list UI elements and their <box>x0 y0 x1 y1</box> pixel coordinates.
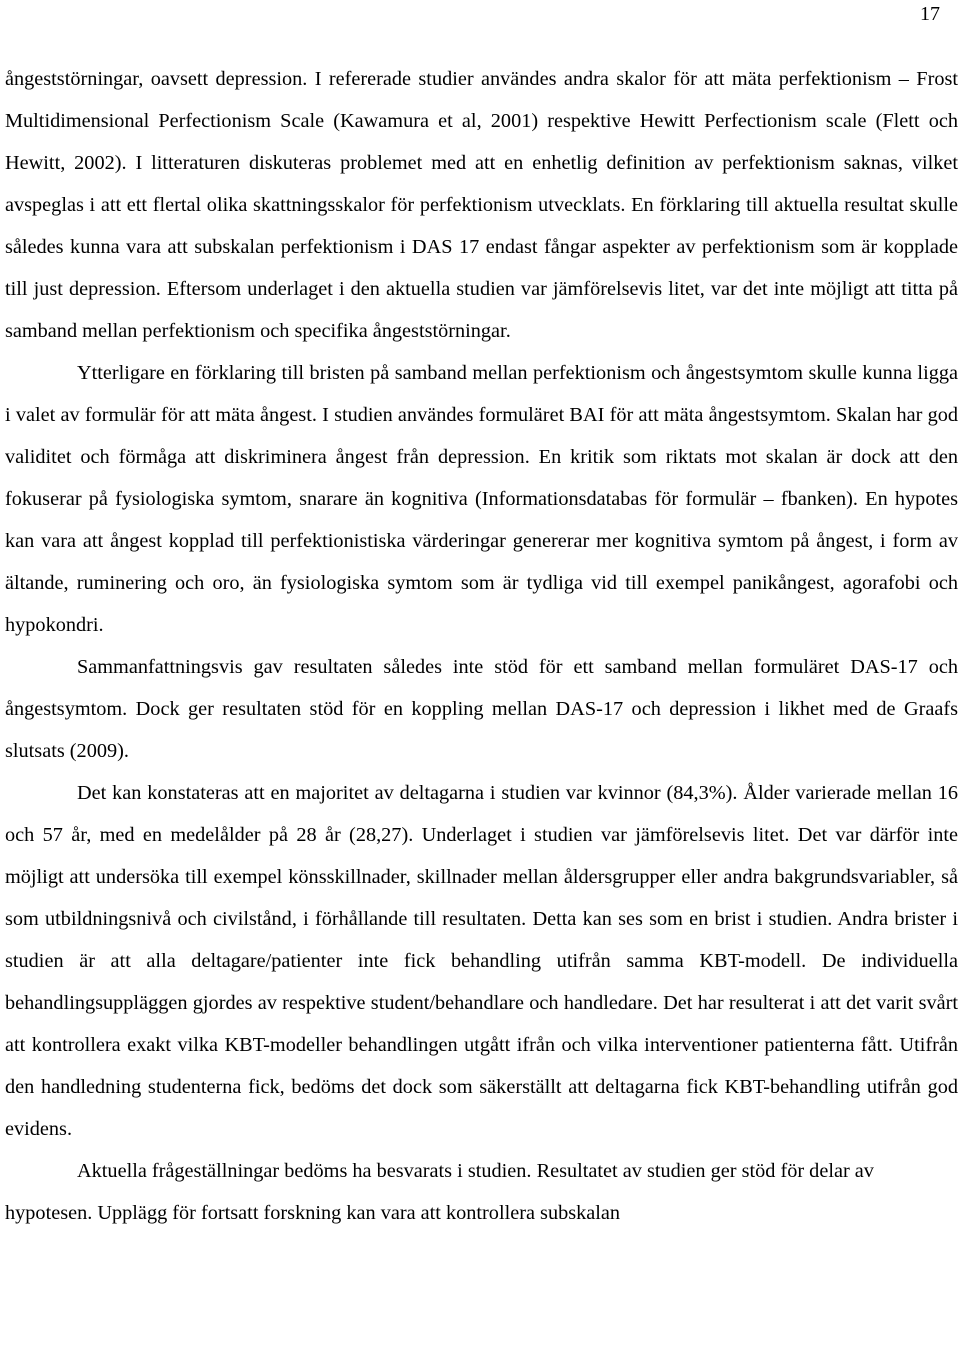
paragraph-anxiety-measurement: Ytterligare en förklaring till bristen på samband mellan perfektionism och ångestsymtom skulle kunna ligga i valet av formulär för att mäta ångest. I studien användes formuläret BAI för att mäta ångestsymtom. Skalan har god validitet och förmåga att diskriminera ångest från depression. En kritik som riktats mot skalan är dock att den fokuserar på fysiologiska symtom, snarare än kognitiva (Informationsdatabas för formulär – fbanken). En hypotes kan vara att ångest kopplad till perfektionistiska värderingar genererar mer kognitiva symtom på ångest, i form av ältande, ruminering och oro, än fysiologiska symtom som är tydliga vid till exempel panikångest, agorafobi och hypokondri. <box>5 362 958 636</box>
paragraph-summary: Sammanfattningsvis gav resultaten således inte stöd för ett samband mellan formuläret DAS-17 och ångestsymtom. Dock ger resultaten stöd för en koppling mellan DAS-17 och depression i likhet med de Graafs slutsats (2009). <box>5 656 958 762</box>
body-text <box>5 58 958 1234</box>
paragraph-conclusion: Aktuella frågeställningar bedöms ha besvarats i studien. Resultatet av studien ger stöd för delar av hypotesen. Upplägg för fortsatt forskning kan vara att kontrollera subskalan <box>5 1160 874 1224</box>
paragraph-limitations: Det kan konstateras att en majoritet av deltagarna i studien var kvinnor (84,3%). Ålder varierade mellan 16 och 57 år, med en medelålder på 28 år (28,27). Underlaget i studien var jämförelsevis litet. Det var därför inte möjligt att undersöka till exempel könsskillnader, skillnader mellan åldersgrupper eller andra bakgrundsvariabler, så som utbildningsnivå och civilstånd, i förhållande till resultaten. Detta kan ses som en brist i studien. Andra brister i studien är att alla deltagare/patienter inte fick behandling utifrån samma KBT-modell. De individuella behandlingsuppläggen gjordes av respektive student/behandlare och handledare. Det har resulterat i att det varit svårt att kontrollera exakt vilka KBT-modeller behandlingen utgått ifrån och vilka interventioner patienterna fått. Utifrån den handledning studenterna fick, bedöms det dock som säkerställt att deltagarna fick KBT-behandling utifrån god evidens. <box>5 782 958 1140</box>
paragraph-perfectionism-scales: ångeststörningar, oavsett depression. I refererade studier användes andra skalor för att mäta perfektionism – Frost Multidimensional Perfectionism Scale (Kawamura et al, 2001) respektive Hewitt Perfectionism scale (Flett och Hewitt, 2002). I litteraturen diskuteras problemet med att en enhetlig definition av perfektionism saknas, vilket avspeglas i att ett flertal olika skattningsskalor för perfektionism utvecklats. En förklaring till aktuella resultat skulle således kunna vara att subskalan perfektionism i DAS 17 endast fångar aspekter av perfektionism som är kopplade till just depression. Eftersom underlaget i den aktuella studien var jämförelsevis litet, var det inte möjligt att titta på samband mellan perfektionism och specifika ångeststörningar. <box>5 68 958 342</box>
page-number: 17 <box>920 3 940 25</box>
